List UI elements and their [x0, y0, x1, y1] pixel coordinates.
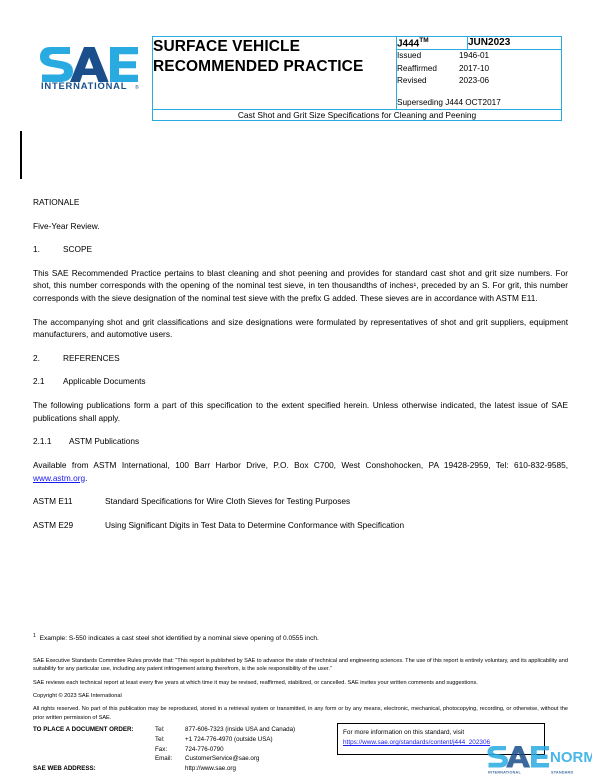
- section-scope-heading: [33, 243, 568, 256]
- revision-value-issued: 1946-01: [459, 51, 490, 61]
- web-spacer: [155, 764, 185, 774]
- section-references-heading: [33, 352, 568, 365]
- subsection-applicable-documents-number: 2.1: [33, 376, 45, 387]
- superseding-note: Superseding J444 OCT2017: [397, 97, 501, 107]
- subsection-applicable-documents-heading: [33, 375, 568, 388]
- revision-label-revised: Revised: [397, 76, 427, 86]
- footnote-1: [33, 633, 568, 644]
- reference-item-e11: [33, 495, 568, 508]
- rationale-heading: RATIONALE: [33, 197, 80, 207]
- order-spacer-1: [33, 735, 155, 745]
- document-number: J444: [397, 38, 420, 50]
- astm-availability-period: .: [85, 472, 88, 483]
- reference-title-e11: Standard Specifications for Wire Cloth Sieves for Testing Purposes: [105, 496, 351, 507]
- sae-logo: [40, 36, 152, 90]
- order-spacer-2: [33, 745, 155, 755]
- document-type-cell: [153, 37, 397, 110]
- subsection-astm-title: ASTM Publications: [69, 436, 140, 447]
- standard-url-link[interactable]: https://www.sae.org/standards/content/j444_202306: [343, 739, 491, 747]
- footnote-text: Example: S-550 indicates a cast steel shot identified by a nominal sieve opening of 0.0555 inch.: [39, 635, 319, 643]
- document-body: [33, 196, 568, 542]
- order-heading: TO PLACE A DOCUMENT ORDER:: [33, 726, 134, 733]
- all-rights-reserved-text: All rights reserved. No part of this publication may be reproduced, stored in a retrieval system or transmitted, in any form or by any means, electronic, mechanical, photocopying, recording, or otherwise, without the prior written permission of SAE.: [33, 706, 568, 721]
- astm-availability: [33, 459, 568, 484]
- section-scope-number: 1.: [33, 244, 40, 255]
- more-information-text: For more information on this standard, visit: [343, 729, 465, 736]
- svg-text:®: ®: [135, 85, 139, 90]
- committee-rules-text: SAE Executive Standards Committee Rules provide that: “This report is published by SAE to advance the state of technical and engineering sciences. The use of this report is entirely voluntary, and its applicability and suitability for any particular use, including any patent infringement arising therefrom, is the sole responsibility of the user.”: [33, 657, 568, 673]
- sae-logo-wordmark: INTERNATIONAL: [41, 80, 128, 90]
- scope-paragraph-2: The accompanying shot and grit classifications and size designations were formulated by representatives of shot and grit suppliers, equipment manufacturers, and automotive users.: [33, 316, 568, 340]
- trademark-symbol: TM: [419, 37, 429, 44]
- web-address-value[interactable]: http://www.sae.org: [185, 765, 236, 773]
- copyright-text: Copyright © 2023 SAE International: [33, 692, 122, 699]
- header-info-table: [152, 36, 562, 121]
- watermark-sub-left: INTERNATIONAL: [488, 770, 521, 775]
- revision-row-reaffirmed: [397, 63, 561, 75]
- more-information-box: [337, 723, 545, 755]
- document-type-line1: SURFACE VEHICLE: [153, 38, 301, 55]
- astm-website-link[interactable]: www.astm.org: [33, 472, 86, 483]
- order-spacer-3: [33, 754, 155, 764]
- revision-value-revised: 2023-06: [459, 76, 490, 86]
- order-row-web: [33, 764, 568, 774]
- reference-title-e29: Using Significant Digits in Test Data to Determine Conformance with Specification: [105, 519, 405, 530]
- document-type-line2: RECOMMENDED PRACTICE: [153, 57, 364, 75]
- order-tag-tel-usa: Tel:: [155, 726, 165, 733]
- order-value-tel-intl: +1 724-776-4970 (outside USA): [185, 735, 273, 743]
- watermark-sub-right: STANDARD: [551, 770, 574, 775]
- astm-availability-text: Available from ASTM International, 100 Barr Harbor Drive, P.O. Box C700, West Conshohocken, PA 19428-2959, Tel: 610-832-9585,: [33, 459, 568, 470]
- web-address-heading: SAE WEB ADDRESS:: [33, 765, 96, 773]
- order-tag-tel-intl: Tel:: [155, 735, 165, 743]
- reference-id-e11: ASTM E11: [33, 496, 73, 507]
- footnote-marker: 1: [33, 633, 36, 639]
- subsection-astm-number: 2.1.1: [33, 436, 52, 447]
- section-references-title: REFERENCES: [63, 352, 120, 363]
- revision-label-issued: Issued: [397, 51, 422, 61]
- revision-label-reaffirmed: Reaffirmed: [397, 63, 437, 73]
- watermark-wordmark: NORM: [550, 749, 592, 766]
- order-value-tel-usa: 877-606-7323 (inside USA and Canada): [185, 726, 296, 733]
- document-number-cell: [397, 37, 468, 50]
- reference-item-e29: [33, 519, 568, 532]
- document-date-cell: JUN2023: [468, 37, 562, 50]
- order-value-fax: 724-776-0790: [185, 745, 224, 753]
- document-subject: Cast Shot and Grit Size Specifications for Cleaning and Peening: [153, 110, 562, 121]
- footer-notes: [33, 633, 568, 727]
- sae-logo-icon: [40, 40, 144, 90]
- subsection-astm-heading: [33, 435, 568, 448]
- scope-paragraph-1: This SAE Recommended Practice pertains to blast cleaning and shot peening and provides for standard cast shot and grit size numbers. For shot, this number corresponds with the opening of the nominal test sieve, in ten thousandths of inches¹, preceded by an S. For grit, this number corresponds with the sieve designation of the nominal test sieve with the prefix G added. These sieves are in accordance with ASTM E11.: [33, 267, 568, 304]
- reference-id-e29: ASTM E29: [33, 519, 74, 530]
- document-header: [40, 36, 562, 121]
- section-references-number: 2.: [33, 352, 40, 363]
- subsection-applicable-documents-title: Applicable Documents: [63, 376, 146, 387]
- order-row-email: [33, 754, 568, 764]
- review-policy-text: SAE reviews each technical report at least every five years at which time it may be revised, reaffirmed, stabilized, or cancelled. SAE invites your written comments and suggestions.: [33, 679, 478, 686]
- references-intro: The following publications form a part of this specification to the extent specified herein. Unless otherwise indicated, the latest issue of SAE publications shall apply.: [33, 400, 568, 423]
- order-tag-email: Email:: [155, 755, 173, 763]
- order-value-email[interactable]: CustomerService@sae.org: [185, 755, 260, 763]
- change-bar: [20, 131, 22, 179]
- section-scope-title: SCOPE: [63, 244, 93, 255]
- revision-history-cell: [397, 50, 562, 110]
- revision-value-reaffirmed: 2017-10: [459, 63, 490, 73]
- rationale-text: Five-Year Review.: [33, 220, 100, 231]
- revision-row-issued: [397, 50, 561, 62]
- order-tag-fax: Fax:: [155, 745, 168, 753]
- revision-row-revised: [397, 75, 561, 87]
